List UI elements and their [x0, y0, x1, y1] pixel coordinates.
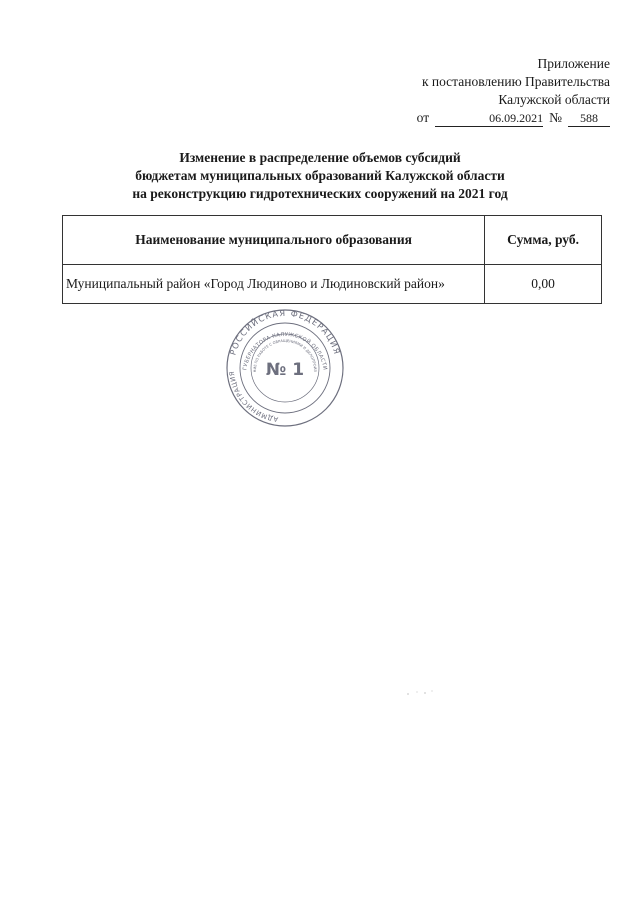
date-number-line: [417, 109, 610, 127]
appendix-label: Приложение: [537, 56, 610, 71]
appendix-decree-ref: к постановлению Правительства: [421, 74, 610, 89]
header-municipality: Наименование муниципального образования: [63, 216, 485, 265]
table-row: [63, 265, 602, 304]
seal-outer-text: РОССИЙСКАЯ ФЕДЕРАЦИЯ: [227, 307, 343, 357]
title-line-3: на реконструкцию гидротехнических сооружений на 2021 год: [132, 186, 508, 201]
municipality-name: Муниципальный район «Город Людиново и Людиновский район»: [63, 265, 485, 304]
seal-inner-text: НИЕ ПО РАБОТЕ С ОБРАЩЕНИЯМИ И ДЕЛОПРОИЗ: [252, 338, 318, 373]
title-line-1: Изменение в распределение объемов субсидий: [179, 150, 461, 165]
number-prefix: №: [549, 110, 562, 125]
subsidy-table: [62, 215, 602, 304]
appendix-region: Калужской области: [498, 92, 610, 107]
decree-number: 588: [568, 111, 610, 127]
date-prefix: от: [416, 110, 430, 125]
document-title: [0, 149, 640, 203]
title-line-2: бюджетам муниципальных образований Калужской области: [135, 168, 505, 183]
subsidy-sum: 0,00: [485, 265, 602, 304]
official-seal: [218, 305, 352, 430]
seal-center-number: № 1: [265, 360, 305, 380]
header-sum: Сумма, руб.: [485, 216, 602, 265]
scan-speck: [405, 688, 435, 698]
appendix-header: [417, 55, 610, 127]
table-header-row: [63, 216, 602, 265]
decree-date: 06.09.2021: [435, 111, 543, 127]
seal-ring-text: ГУБЕРНАТОРА КАЛУЖСКОЙ ОБЛАСТИ: [242, 331, 328, 371]
seal-left-text: АДМИНИСТРАЦИЯ: [227, 370, 279, 424]
